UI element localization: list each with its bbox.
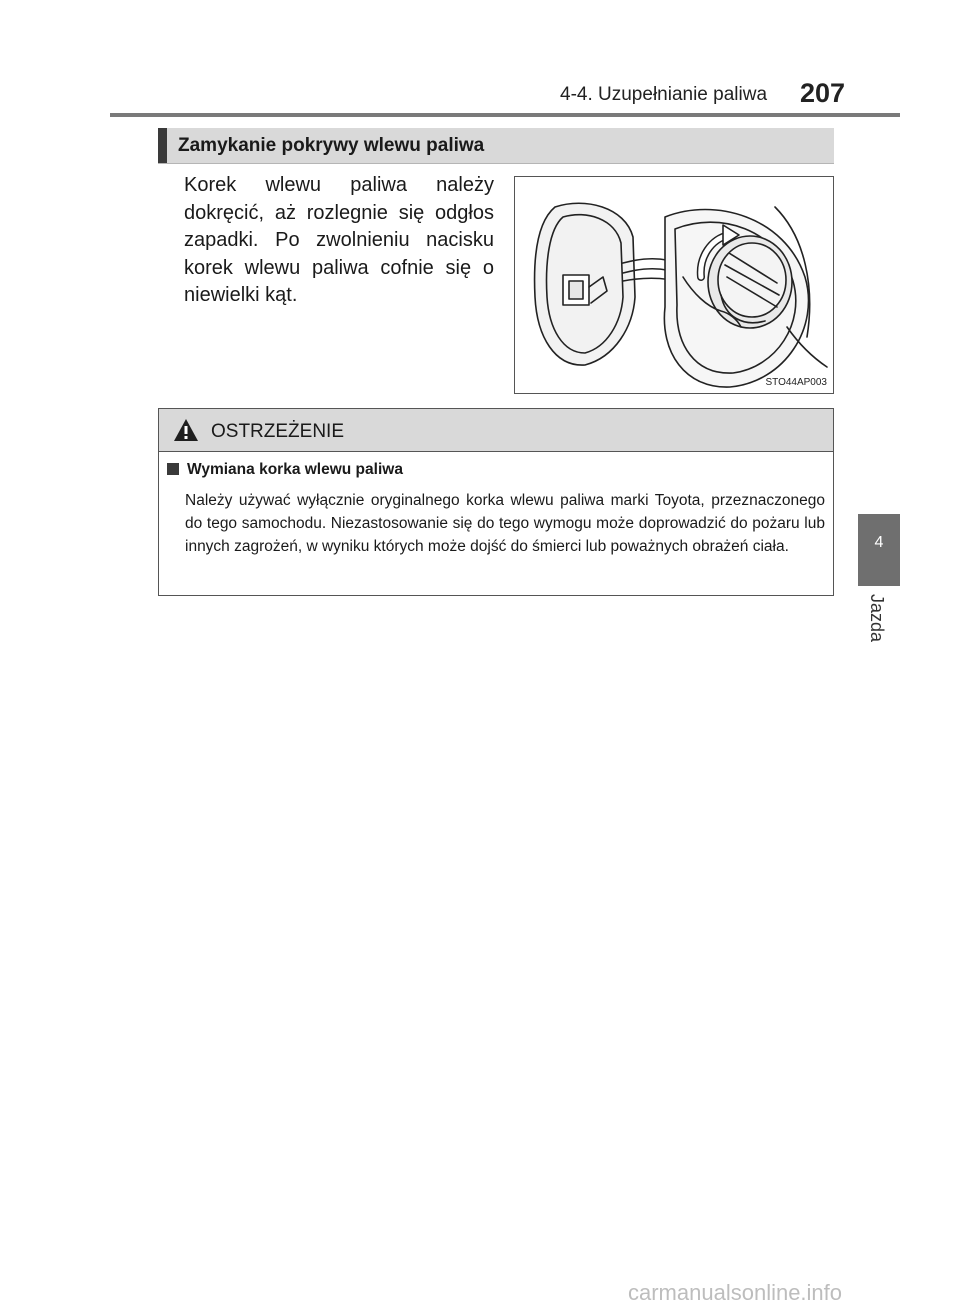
section-title: Zamykanie pokrywy wlewu paliwa (178, 135, 485, 156)
warning-title: OSTRZEŻENIE (211, 421, 345, 442)
section-body-text: Korek wlewu paliwa należy dokręcić, aż rozlegnie się odgłos zapadki. Po zwolnieniu nacisku korek wlewu paliwa cofnie się o niewielki kąt. (184, 174, 494, 306)
section-heading (158, 128, 834, 164)
warning-item-body: Należy używać wyłącznie oryginalnego korka wlewu paliwa marki Toyota, przeznaczonego do tego samochodu. Niezastosowanie się do tego wymogu może doprowadzić do pożaru lub innych zagrożeń, w wyniku których może dojść do śmierci lub poważnych obrażeń ciała. (185, 492, 825, 555)
warning-item-heading (167, 461, 403, 479)
chapter-tab[interactable] (858, 514, 900, 586)
warning-triangle-icon (173, 418, 199, 442)
section-heading-bar (158, 128, 167, 163)
warning-item-heading-text: Wymiana korka wlewu paliwa (187, 461, 403, 478)
warning-header (159, 409, 833, 452)
chapter-tab-label: Jazda (867, 594, 887, 643)
warning-box (158, 408, 834, 596)
watermark: carmanualsonline.info (628, 1280, 843, 1305)
chapter-tab-number: 4 (874, 534, 884, 551)
running-header-section: 4-4. Uzupełnianie paliwa (560, 84, 768, 105)
fuel-cap-figure (514, 176, 834, 394)
fuel-cap-tighten-illustration (515, 177, 833, 393)
bullet-square-icon (167, 463, 179, 475)
figure-code: STO44AP003 (765, 377, 827, 388)
header-divider (110, 113, 900, 117)
page-number: 207 (800, 78, 846, 108)
